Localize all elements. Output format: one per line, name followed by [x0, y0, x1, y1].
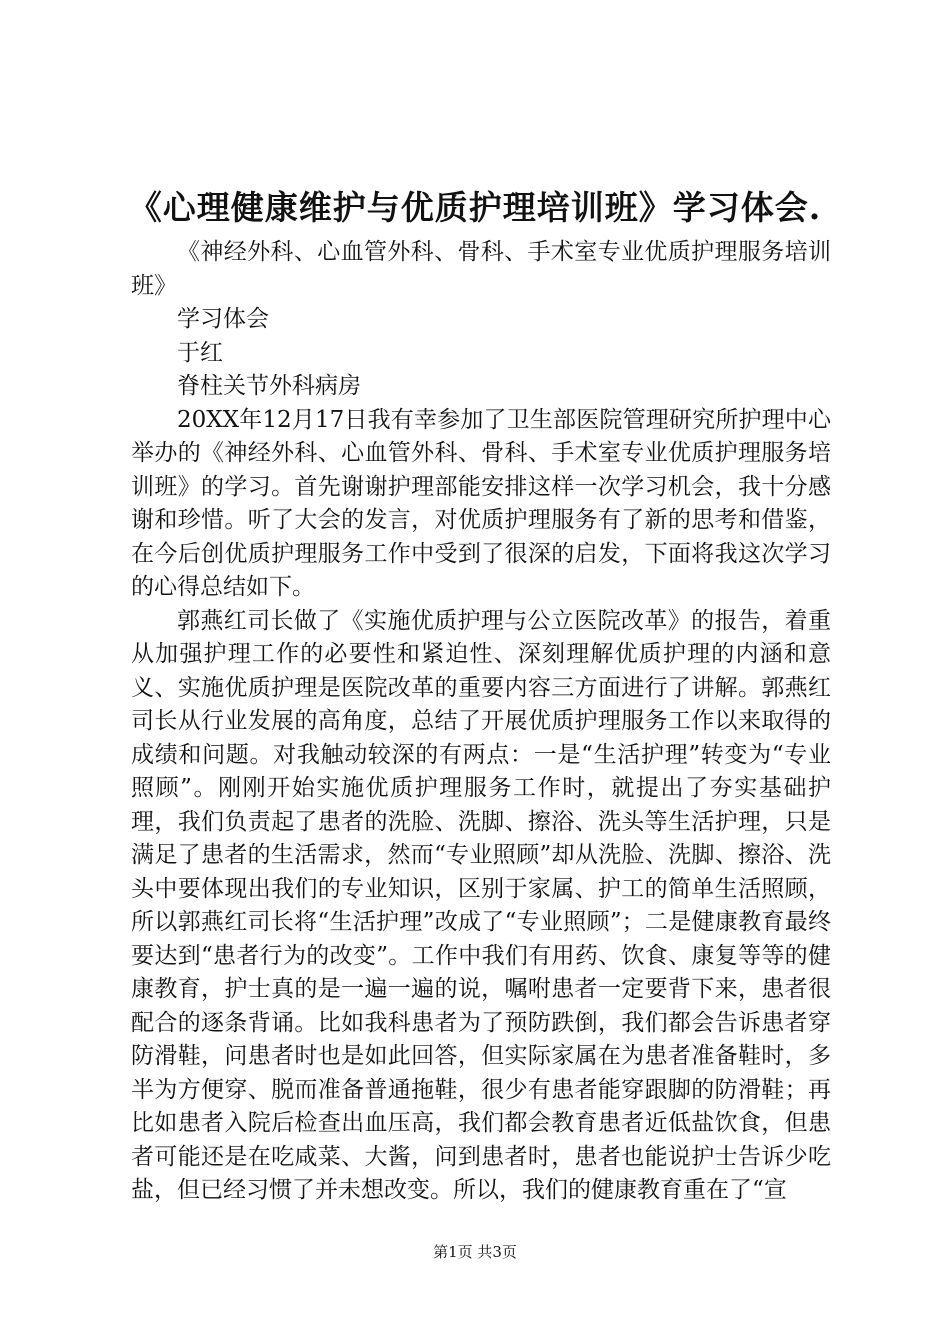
author-paragraph: 于红 — [177, 339, 223, 366]
page-footer: 第1页 共3页 — [433, 1243, 517, 1261]
report-paragraph: 郭燕红司长做了《实施优质护理与公立医院改革》的报告，着重从加强护理工作的必要性和紧迫性、深刻理解优质护理的内涵和意义、实施优质护理是医院改革的重要内容三方面进行了讲解。郭燕红司长从行业发展的高角度，总结了开展优质护理服务工作以来取得的成绩和问题。对我触动较深的有两点：一是“生活护理”转变为“专业照顾”。刚刚开始实施优质护理服务工作时，就提出了夯实基础护理，我们负责起了患者的洗脸、洗脚、擦浴、洗头等生活护理，只是满足了患者的生活需求，然而“专业照顾”却从洗脸、洗脚、擦浴、洗头中要体现出我们的专业知识，区别于家属、护工的简单生活照顾，所以郭燕红司长将“生活护理”改成了“专业照顾”；二是健康教育最终要达到“患者行为的改变”。工作中我们有用药、饮食、康复等等的健康教育，护士真的是一遍一遍的说，嘱咐患者一定要背下来，患者很配合的逐条背诵。比如我科患者为了预防跌倒，我们都会告诉患者穿防滑鞋，问患者时也是如此回答，但实际家属在为患者准备鞋时，多半为方便穿、脱而准备普通拖鞋，很少有患者能穿跟脚的防滑鞋；再比如患者入院后检查出血压高，我们都会教育患者近低盐饮食，但患者可能还是在吃咸菜、大酱，问到患者时，患者也能说护士告诉少吃盐，但已经习惯了并未想改变。所以，我们的健康教育重在了“宣 — [131, 607, 831, 1203]
course-name-paragraph: 《神经外科、心血管外科、骨科、手术室专业优质护理服务培训班》 — [131, 239, 831, 299]
department-paragraph: 脊柱关节外科病房 — [177, 373, 361, 399]
document-body — [131, 236, 831, 1208]
intro-paragraph: 20XX年12月17日我有幸参加了卫生部医院管理研究所护理中心举办的《神经外科、心血管外科、骨科、手术室专业优质护理服务培训班》的学习。首先谢谢护理部能安排这样一次学习机会，我十分感谢和珍惜。听了大会的发言，对优质护理服务有了新的思考和借鉴，在今后创优质护理服务工作中受到了很深的启发，下面将我这次学习的心得总结如下。 — [131, 406, 831, 600]
subtitle-paragraph: 学习体会 — [177, 306, 269, 332]
document-title: 《心理健康维护与优质护理培训班》学习体会. — [128, 188, 822, 227]
